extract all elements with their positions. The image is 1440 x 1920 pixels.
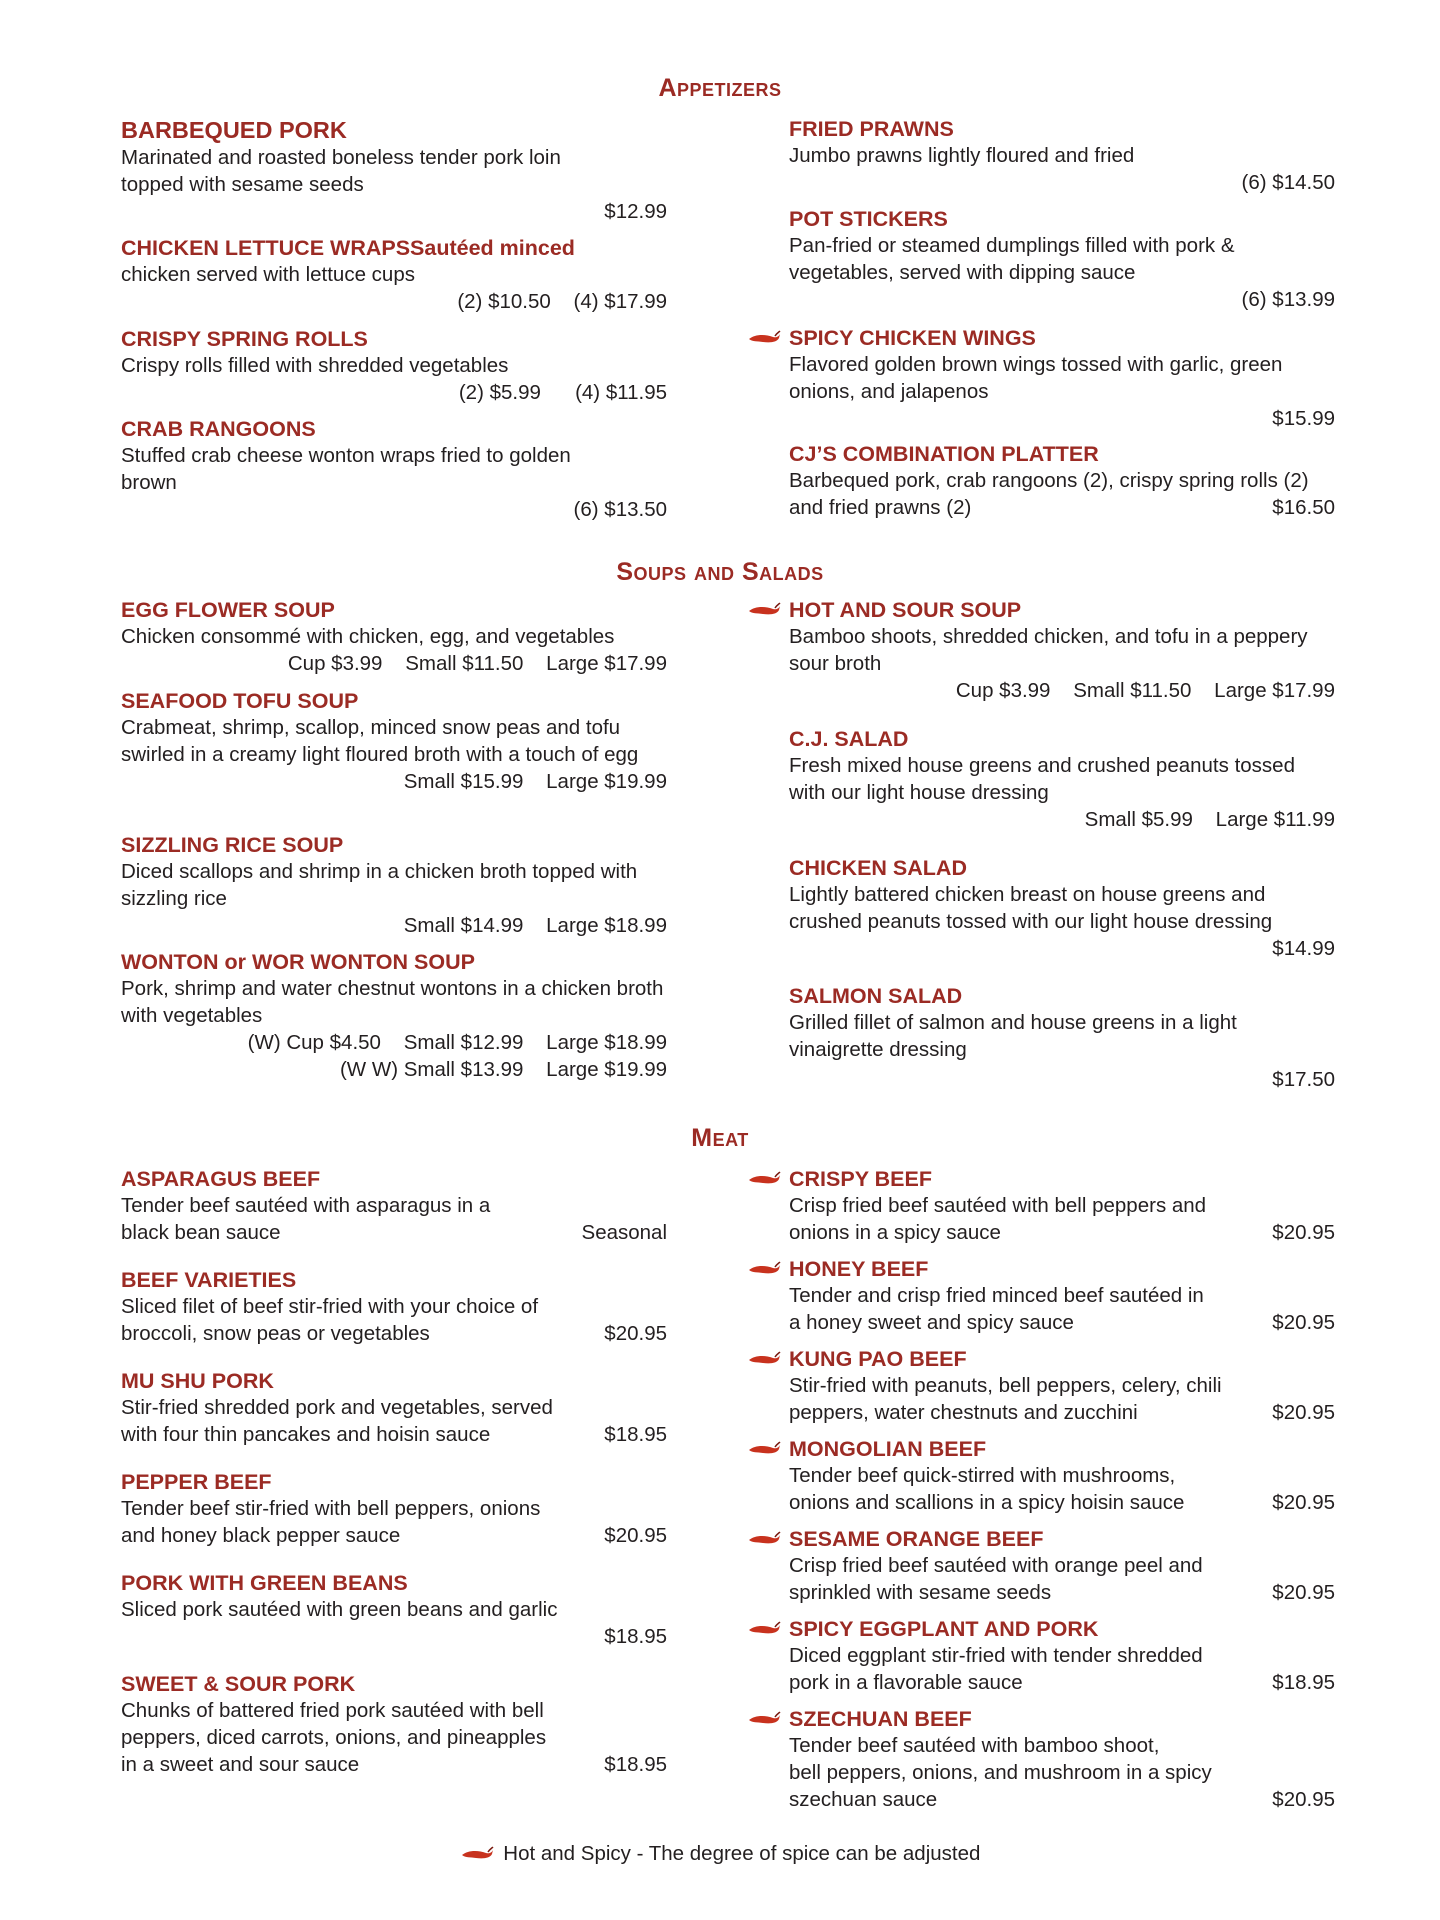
item-description-line-2: $18.95 pork in a flavorable sauce <box>789 1671 1335 1694</box>
chili-pepper-icon <box>747 1441 781 1457</box>
menu-item-mu-shu-pork <box>121 1368 667 1448</box>
item-price: $20.95 <box>604 1322 667 1345</box>
menu-item-honey-beef <box>789 1256 1335 1336</box>
item-name <box>789 1436 1335 1462</box>
item-price: (2) $5.99 (4) $11.95 <box>458 381 667 404</box>
chili-pepper-icon <box>747 1171 781 1187</box>
menu-item-szechuan-beef <box>789 1706 1335 1813</box>
item-name-text: SPICY CHICKEN WINGS <box>789 326 1036 350</box>
chili-pepper-icon <box>747 330 781 346</box>
item-description: Marinated and roasted boneless tender pork loin topped with sesame seeds <box>121 146 561 196</box>
item-price: $18.95 <box>604 1753 667 1776</box>
item-name <box>789 1166 1335 1192</box>
menu-item-chicken-salad <box>789 855 1335 962</box>
item-price: $15.99 <box>1272 407 1335 430</box>
menu-item-crispy-spring-rolls <box>121 326 667 406</box>
chili-pepper-icon <box>747 1261 781 1277</box>
item-description-line-1: Stir-fried shredded pork and vegetables, served <box>121 1396 553 1419</box>
menu-item-beef-varieties <box>121 1267 667 1347</box>
item-name: SALMON SALAD <box>789 984 963 1008</box>
item-description: Jumbo prawns lightly floured and fried <box>789 144 1135 167</box>
menu-item-chicken-lettuce-wraps <box>121 235 667 315</box>
menu-item-crispy-beef <box>789 1166 1335 1246</box>
chili-pepper-icon <box>747 602 781 618</box>
item-description-line-2: $20.95 peppers, water chestnuts and zucchini <box>789 1401 1335 1424</box>
item-description: Pork, shrimp and water chestnut wontons in a chicken broth with vegetables <box>121 977 664 1027</box>
item-name-text: MONGOLIAN BEEF <box>789 1437 987 1461</box>
chili-pepper-icon <box>460 1846 494 1862</box>
item-description-line-1: Tender beef sautéed with bamboo shoot, <box>789 1734 1160 1757</box>
item-name: BEEF VARIETIES <box>121 1268 297 1292</box>
item-name: MU SHU PORK <box>121 1369 274 1393</box>
item-name: POT STICKERS <box>789 207 948 231</box>
item-price: (6) $13.99 <box>1241 288 1335 311</box>
item-description-line-1: Crisp fried beef sautéed with bell peppers and <box>789 1194 1207 1217</box>
item-name: WONTON or WOR WONTON SOUP <box>121 950 475 974</box>
item-price: Small $15.99 Large $19.99 <box>403 770 667 793</box>
item-description: chicken served with lettuce cups <box>121 263 415 286</box>
item-description-line-1: Tender beef quick-stirred with mushrooms, <box>789 1464 1176 1487</box>
item-description-line-1: Sliced filet of beef stir-fried with your choice of <box>121 1295 539 1318</box>
menu-item-crab-rangoons <box>121 416 667 523</box>
item-description-line-2: $20.95 onions in a spicy sauce <box>789 1221 1335 1244</box>
item-description-line-2: $20.95 and honey black pepper sauce <box>121 1524 667 1547</box>
item-description: Crabmeat, shrimp, scallop, minced snow peas and tofu swirled in a creamy light floured broth with a touch of egg <box>121 716 639 766</box>
item-price: $20.95 <box>604 1524 667 1547</box>
item-name: CRAB RANGOONS <box>121 417 316 441</box>
item-price: Cup $3.99 Small $11.50 Large $17.99 <box>287 652 667 675</box>
item-description: Stuffed crab cheese wonton wraps fried to golden brown <box>121 444 571 494</box>
menu-item-pot-stickers <box>789 206 1335 313</box>
menu-item-pepper-beef <box>121 1469 667 1549</box>
menu-item-seafood-tofu-soup <box>121 688 667 795</box>
legend-text: Hot and Spicy - The degree of spice can be adjusted <box>503 1842 981 1865</box>
item-price: $20.95 <box>1272 1401 1335 1424</box>
item-name: C.J. SALAD <box>789 727 909 751</box>
item-price: Small $5.99 Large $11.99 <box>1084 808 1335 831</box>
menu-item-spicy-chicken-wings <box>789 325 1335 432</box>
item-description: Diced scallops and shrimp in a chicken broth topped with sizzling rice <box>121 860 638 910</box>
item-price: Cup $3.99 Small $11.50 Large $17.99 <box>955 679 1335 702</box>
item-price: Small $14.99 Large $18.99 <box>403 914 667 937</box>
menu-item-barbequed-pork <box>121 116 667 225</box>
item-name: SEAFOOD TOFU SOUP <box>121 689 359 713</box>
section-title-soups-and-salads: Soups and Salads <box>616 558 824 586</box>
menu-item-cj-salad <box>789 726 1335 833</box>
item-name: FRIED PRAWNS <box>789 117 954 141</box>
section-title-appetizers: Appetizers <box>658 74 782 102</box>
chili-pepper-icon <box>747 1621 781 1637</box>
item-description-line-3: $18.95 in a sweet and sour sauce <box>121 1753 667 1776</box>
item-name: CHICKEN SALAD <box>789 856 967 880</box>
item-description: Crispy rolls filled with shredded vegetables <box>121 354 509 377</box>
item-description-line-1: Tender beef sautéed with asparagus in a <box>121 1194 491 1217</box>
section-title-meat: Meat <box>691 1124 749 1152</box>
menu-item-pork-with-green-beans <box>121 1570 667 1650</box>
item-name: CRISPY SPRING ROLLS <box>121 327 368 351</box>
item-description-line-3: $20.95 szechuan sauce <box>789 1788 1335 1811</box>
item-name <box>789 325 1335 351</box>
item-price: $20.95 <box>1272 1581 1335 1604</box>
item-name: CHICKEN LETTUCE WRAPSSautéed minced <box>121 236 575 260</box>
item-description-line-2: $20.95 a honey sweet and spicy sauce <box>789 1311 1335 1334</box>
item-description: Chicken consommé with chicken, egg, and vegetables <box>121 625 615 648</box>
item-description-line-2: $20.95 broccoli, snow peas or vegetables <box>121 1322 667 1345</box>
item-description-line-2: $20.95 sprinkled with sesame seeds <box>789 1581 1335 1604</box>
menu-item-fried-prawns <box>789 116 1335 196</box>
item-name <box>789 1616 1335 1642</box>
item-name: BARBEQUED PORK <box>121 117 347 143</box>
item-name: ASPARAGUS BEEF <box>121 1167 321 1191</box>
menu-item-egg-flower-soup <box>121 597 667 677</box>
menu-item-sweet-and-sour-pork <box>121 1671 667 1778</box>
item-name: CJ’S COMBINATION PLATTER <box>789 442 1099 466</box>
item-description-line-2: Seasonal black bean sauce <box>121 1221 667 1244</box>
item-price-wonton: (W) Cup $4.50 Small $12.99 Large $18.99 <box>247 1031 667 1054</box>
item-price: $20.95 <box>1272 1221 1335 1244</box>
menu-item-spicy-eggplant-and-pork <box>789 1616 1335 1696</box>
item-description-line-1: Barbequed pork, crab rangoons (2), crispy spring rolls (2) <box>789 469 1309 492</box>
item-name-text: SZECHUAN BEEF <box>789 1707 972 1731</box>
item-price: (2) $10.50 (4) $17.99 <box>457 290 667 313</box>
item-description-line-2: bell peppers, onions, and mushroom in a spicy <box>789 1761 1212 1784</box>
menu-item-cj-combination-platter <box>789 441 1335 521</box>
menu-item-kung-pao-beef <box>789 1346 1335 1426</box>
item-description: Fresh mixed house greens and crushed peanuts tossed with our light house dressing <box>789 754 1295 804</box>
item-name: PORK WITH GREEN BEANS <box>121 1571 408 1595</box>
item-price: $20.95 <box>1272 1491 1335 1514</box>
menu-item-salmon-salad <box>789 983 1335 1093</box>
item-description: Sliced pork sautéed with green beans and garlic <box>121 1598 558 1621</box>
item-description: Grilled fillet of salmon and house greens in a light vinaigrette dressing <box>789 1011 1237 1061</box>
item-price: $18.95 <box>604 1423 667 1446</box>
item-description-line-1: Stir-fried with peanuts, bell peppers, celery, chili <box>789 1374 1222 1397</box>
item-name <box>789 1346 1335 1372</box>
item-price: Seasonal <box>581 1221 667 1244</box>
item-name <box>789 1526 1335 1552</box>
item-price: (6) $14.50 <box>1241 171 1335 194</box>
item-name <box>789 597 1335 623</box>
menu-item-sizzling-rice-soup <box>121 832 667 939</box>
menu-item-wonton-soup <box>121 949 667 1083</box>
item-name: EGG FLOWER SOUP <box>121 598 335 622</box>
item-name <box>789 1706 1335 1732</box>
item-price: $16.50 <box>1272 496 1335 519</box>
item-name-text: KUNG PAO BEEF <box>789 1347 967 1371</box>
chili-pepper-icon <box>747 1351 781 1367</box>
menu-item-asparagus-beef <box>121 1166 667 1246</box>
item-price: $20.95 <box>1272 1788 1335 1811</box>
item-name-text: HOT AND SOUR SOUP <box>789 598 1022 622</box>
menu-item-mongolian-beef <box>789 1436 1335 1516</box>
item-description-line-2: $20.95 onions and scallions in a spicy hoisin sauce <box>789 1491 1335 1514</box>
item-name-text: SPICY EGGPLANT AND PORK <box>789 1617 1099 1641</box>
item-name: SWEET & SOUR PORK <box>121 1672 356 1696</box>
chili-pepper-icon <box>747 1711 781 1727</box>
item-description: Flavored golden brown wings tossed with garlic, green onions, and jalapenos <box>789 353 1283 403</box>
item-description-line-2: peppers, diced carrots, onions, and pineapples <box>121 1726 547 1749</box>
item-description-line-1: Tender and crisp fried minced beef sautéed in <box>789 1284 1204 1307</box>
item-description-line-1: Chunks of battered fried pork sautéed with bell <box>121 1699 544 1722</box>
item-price: $18.95 <box>1272 1671 1335 1694</box>
item-name-text: CRISPY BEEF <box>789 1167 932 1191</box>
item-description-line-2: $18.95 with four thin pancakes and hoisin sauce <box>121 1423 667 1446</box>
item-price: $20.95 <box>1272 1311 1335 1334</box>
chili-pepper-icon <box>747 1531 781 1547</box>
item-description-line-2: $16.50 and fried prawns (2) <box>789 496 1335 519</box>
item-description-line-1: Diced eggplant stir-fried with tender shredded <box>789 1644 1203 1667</box>
item-name-text: SESAME ORANGE BEEF <box>789 1527 1044 1551</box>
menu-item-sesame-orange-beef <box>789 1526 1335 1606</box>
item-price: $17.50 <box>1272 1068 1335 1091</box>
item-description: Bamboo shoots, shredded chicken, and tofu in a peppery sour broth <box>789 625 1308 675</box>
menu-item-hot-and-sour-soup <box>789 597 1335 704</box>
item-price: $14.99 <box>1272 937 1335 960</box>
item-name <box>789 1256 1335 1282</box>
item-description-line-1: Tender beef stir-fried with bell peppers, onions <box>121 1497 541 1520</box>
item-price-wor-wonton: (W W) Small $13.99 Large $19.99 <box>339 1058 667 1081</box>
item-description: Pan-fried or steamed dumplings filled with pork & vegetables, served with dipping sauce <box>789 234 1235 284</box>
item-name: SIZZLING RICE SOUP <box>121 833 344 857</box>
item-name-text: HONEY BEEF <box>789 1257 929 1281</box>
item-price: $18.95 <box>604 1625 667 1648</box>
item-description: Lightly battered chicken breast on house greens and crushed peanuts tossed with our light house dressing <box>789 883 1273 933</box>
spicy-legend <box>0 1841 1440 1867</box>
item-price: (6) $13.50 <box>573 498 667 521</box>
item-price: $12.99 <box>604 200 667 223</box>
item-description-line-1: Crisp fried beef sautéed with orange peel and <box>789 1554 1203 1577</box>
item-name: PEPPER BEEF <box>121 1470 272 1494</box>
